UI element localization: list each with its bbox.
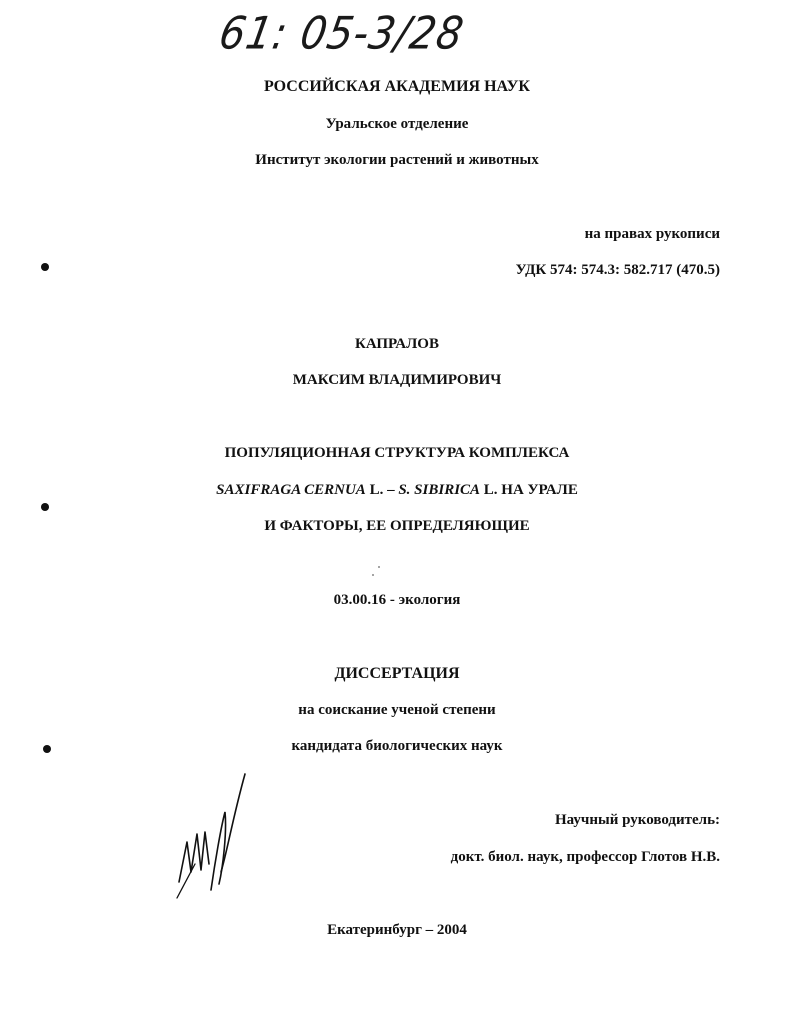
document-type: ДИССЕРТАЦИЯ — [334, 665, 460, 682]
title-line-2 — [0, 480, 794, 500]
scan-speck — [378, 566, 380, 568]
scan-speck — [372, 574, 374, 576]
punch-hole-mark — [43, 745, 51, 753]
handwritten-archive-mark: 61: 05-3/28 — [215, 8, 468, 60]
author-given-names: МАКСИМ ВЛАДИМИРОВИЧ — [292, 372, 502, 388]
degree-line-1: на соискание ученой степени — [298, 702, 496, 718]
specialty-code: 03.00.16 - экология — [333, 592, 461, 608]
academy-name: РОССИЙСКАЯ АКАДЕМИЯ НАУК — [263, 78, 530, 95]
punch-hole-mark — [41, 503, 49, 511]
title-line-1: ПОПУЛЯЦИОННАЯ СТРУКТУРА КОМПЛЕКСА — [224, 445, 570, 461]
udc-code: УДК 574: 574.3: 582.717 (470.5) — [515, 262, 720, 278]
taxon-saxifraga-cernua: SAXIFRAGA CERNUA — [216, 482, 366, 498]
supervisor-name: докт. биол. наук, профессор Глотов Н.В. — [450, 849, 720, 865]
degree-line-2: кандидата биологических наук — [291, 738, 503, 754]
supervisor-label: Научный руководитель: — [555, 812, 720, 828]
handwritten-signature — [175, 772, 255, 907]
manuscript-rights: на правах рукописи — [584, 226, 720, 242]
author-surname: КАПРАЛОВ — [355, 336, 439, 352]
institute-name: Институт экологии растений и животных — [255, 152, 539, 168]
taxon-author-1: L. – — [365, 482, 399, 498]
title-line-3: И ФАКТОРЫ, ЕЕ ОПРЕДЕЛЯЮЩИЕ — [264, 518, 530, 534]
taxon-s-sibirica: S. SIBIRICA — [398, 482, 481, 498]
place-and-year: Екатеринбург – 2004 — [327, 922, 467, 938]
title-line-2-rest: L. НА УРАЛЕ — [480, 482, 578, 498]
branch-name: Уральское отделение — [325, 116, 469, 132]
punch-hole-mark — [41, 263, 49, 271]
